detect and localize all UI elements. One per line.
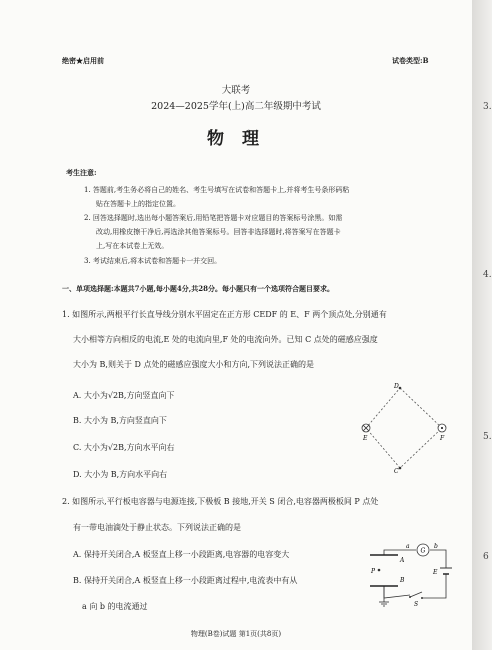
label-e: E <box>433 569 438 576</box>
switch-icon <box>409 592 423 599</box>
wire-f-out-of-page-icon <box>438 424 446 432</box>
side-number-5: 5. <box>483 432 492 442</box>
square-wires-figure <box>352 378 462 474</box>
battery-icon <box>440 568 452 574</box>
exam-org: 大联考 <box>221 85 251 96</box>
notice-line-3: 2. 回答选择题时,选出每小题答案后,用铅笔把答题卡对应题目的答案标号涂黑。如需 <box>84 214 343 222</box>
galvanometer-icon <box>417 544 429 556</box>
square-cedf <box>366 388 442 468</box>
label-c: C <box>394 468 399 474</box>
label-e: E <box>363 435 368 442</box>
point-d <box>399 387 402 390</box>
q2-option-b: B. 保持开关闭合,A 板竖直上移一小段距离过程中,电流表中有从 <box>73 576 298 585</box>
oil-drop-p <box>378 569 381 572</box>
label-f: F <box>440 435 445 442</box>
q1-option-d: D. 大小为 B,方向水平向右 <box>73 470 168 479</box>
notice-heading: 考生注意: <box>66 168 97 177</box>
page-footer: 物理(B卷)试题 第1页(共8页) <box>190 630 282 638</box>
label-a: a <box>406 543 410 550</box>
q2-option-b-cont: a 向 b 的电流通过 <box>82 602 148 611</box>
notice-line-1: 1. 答题前,考生务必将自己的姓名、考生号填写在试卷和答题卡上,并将考生号条形码粘 <box>84 186 350 194</box>
label-d: D <box>394 383 399 390</box>
wire-e-into-page-icon <box>362 424 370 432</box>
q1-option-b: B. 大小为 B,方向竖直向下 <box>73 416 167 425</box>
notice-line-5: 上,写在本试卷上无效。 <box>96 242 169 250</box>
q1-line-2: 大小相等方向相反的电流,E 处的电流向里,F 处的电流向外。已知 C 点处的磁感应强度 <box>73 335 378 344</box>
label-s: S <box>414 601 419 608</box>
q1-line-3: 大小为 B,则关于 D 点处的磁感应强度大小和方向,下列说法正确的是 <box>73 360 315 369</box>
next-page-edge <box>472 0 492 650</box>
label-plate-a: A <box>400 557 405 564</box>
exam-title: 2024—2025学年(上)高二年级期中考试 <box>151 101 321 112</box>
q1-option-a: A. 大小为√2B,方向竖直向下 <box>73 391 175 400</box>
secret-mark: 绝密★启用前 <box>62 56 104 65</box>
side-number-6: 6 <box>483 552 489 562</box>
notice-line-6: 3. 考试结束后,将本试卷和答题卡一并交回。 <box>84 257 222 265</box>
subject-title: 物 理 <box>207 129 265 149</box>
q2-option-a: A. 保持开关闭合,A 板竖直上移一小段距离,电容器的电容变大 <box>73 550 290 559</box>
q2-line-2: 有一带电油滴处于静止状态。下列说法正确的是 <box>73 523 241 532</box>
section-heading: 一、单项选择题:本题共7小题,每小题4分,共28分。每小题只有一个选项符合题目要求。 <box>62 284 334 293</box>
capacitor-circuit-figure <box>360 540 468 608</box>
svg-text:G: G <box>420 547 426 555</box>
label-p: P <box>371 568 376 575</box>
label-plate-b: B <box>400 577 405 584</box>
notice-line-4: 改动,用橡皮擦干净后,再选涂其他答案标号。回答非选择题时,将答案写在答题卡 <box>96 228 341 236</box>
ground-icon <box>379 602 389 606</box>
q1-option-c: C. 大小为√2B,方向水平向右 <box>73 443 175 452</box>
q1-line-1: 1. 如图所示,两根平行长直导线分别水平固定在正方形 CEDF 的 E、F 两个顶点处,分别通有 <box>62 310 387 319</box>
label-b: b <box>434 543 438 550</box>
side-number-4: 4. <box>483 270 492 280</box>
q2-line-1: 2. 如图所示,平行板电容器与电源连接,下极板 B 接地,开关 S 闭合,电容器两极板间 P 点处 <box>62 497 379 506</box>
paper-type: 试卷类型:B <box>392 56 429 65</box>
notice-line-2: 贴在答题卡上的指定位置。 <box>96 200 180 208</box>
point-c <box>399 467 402 470</box>
side-number-3: 3. <box>483 102 492 112</box>
